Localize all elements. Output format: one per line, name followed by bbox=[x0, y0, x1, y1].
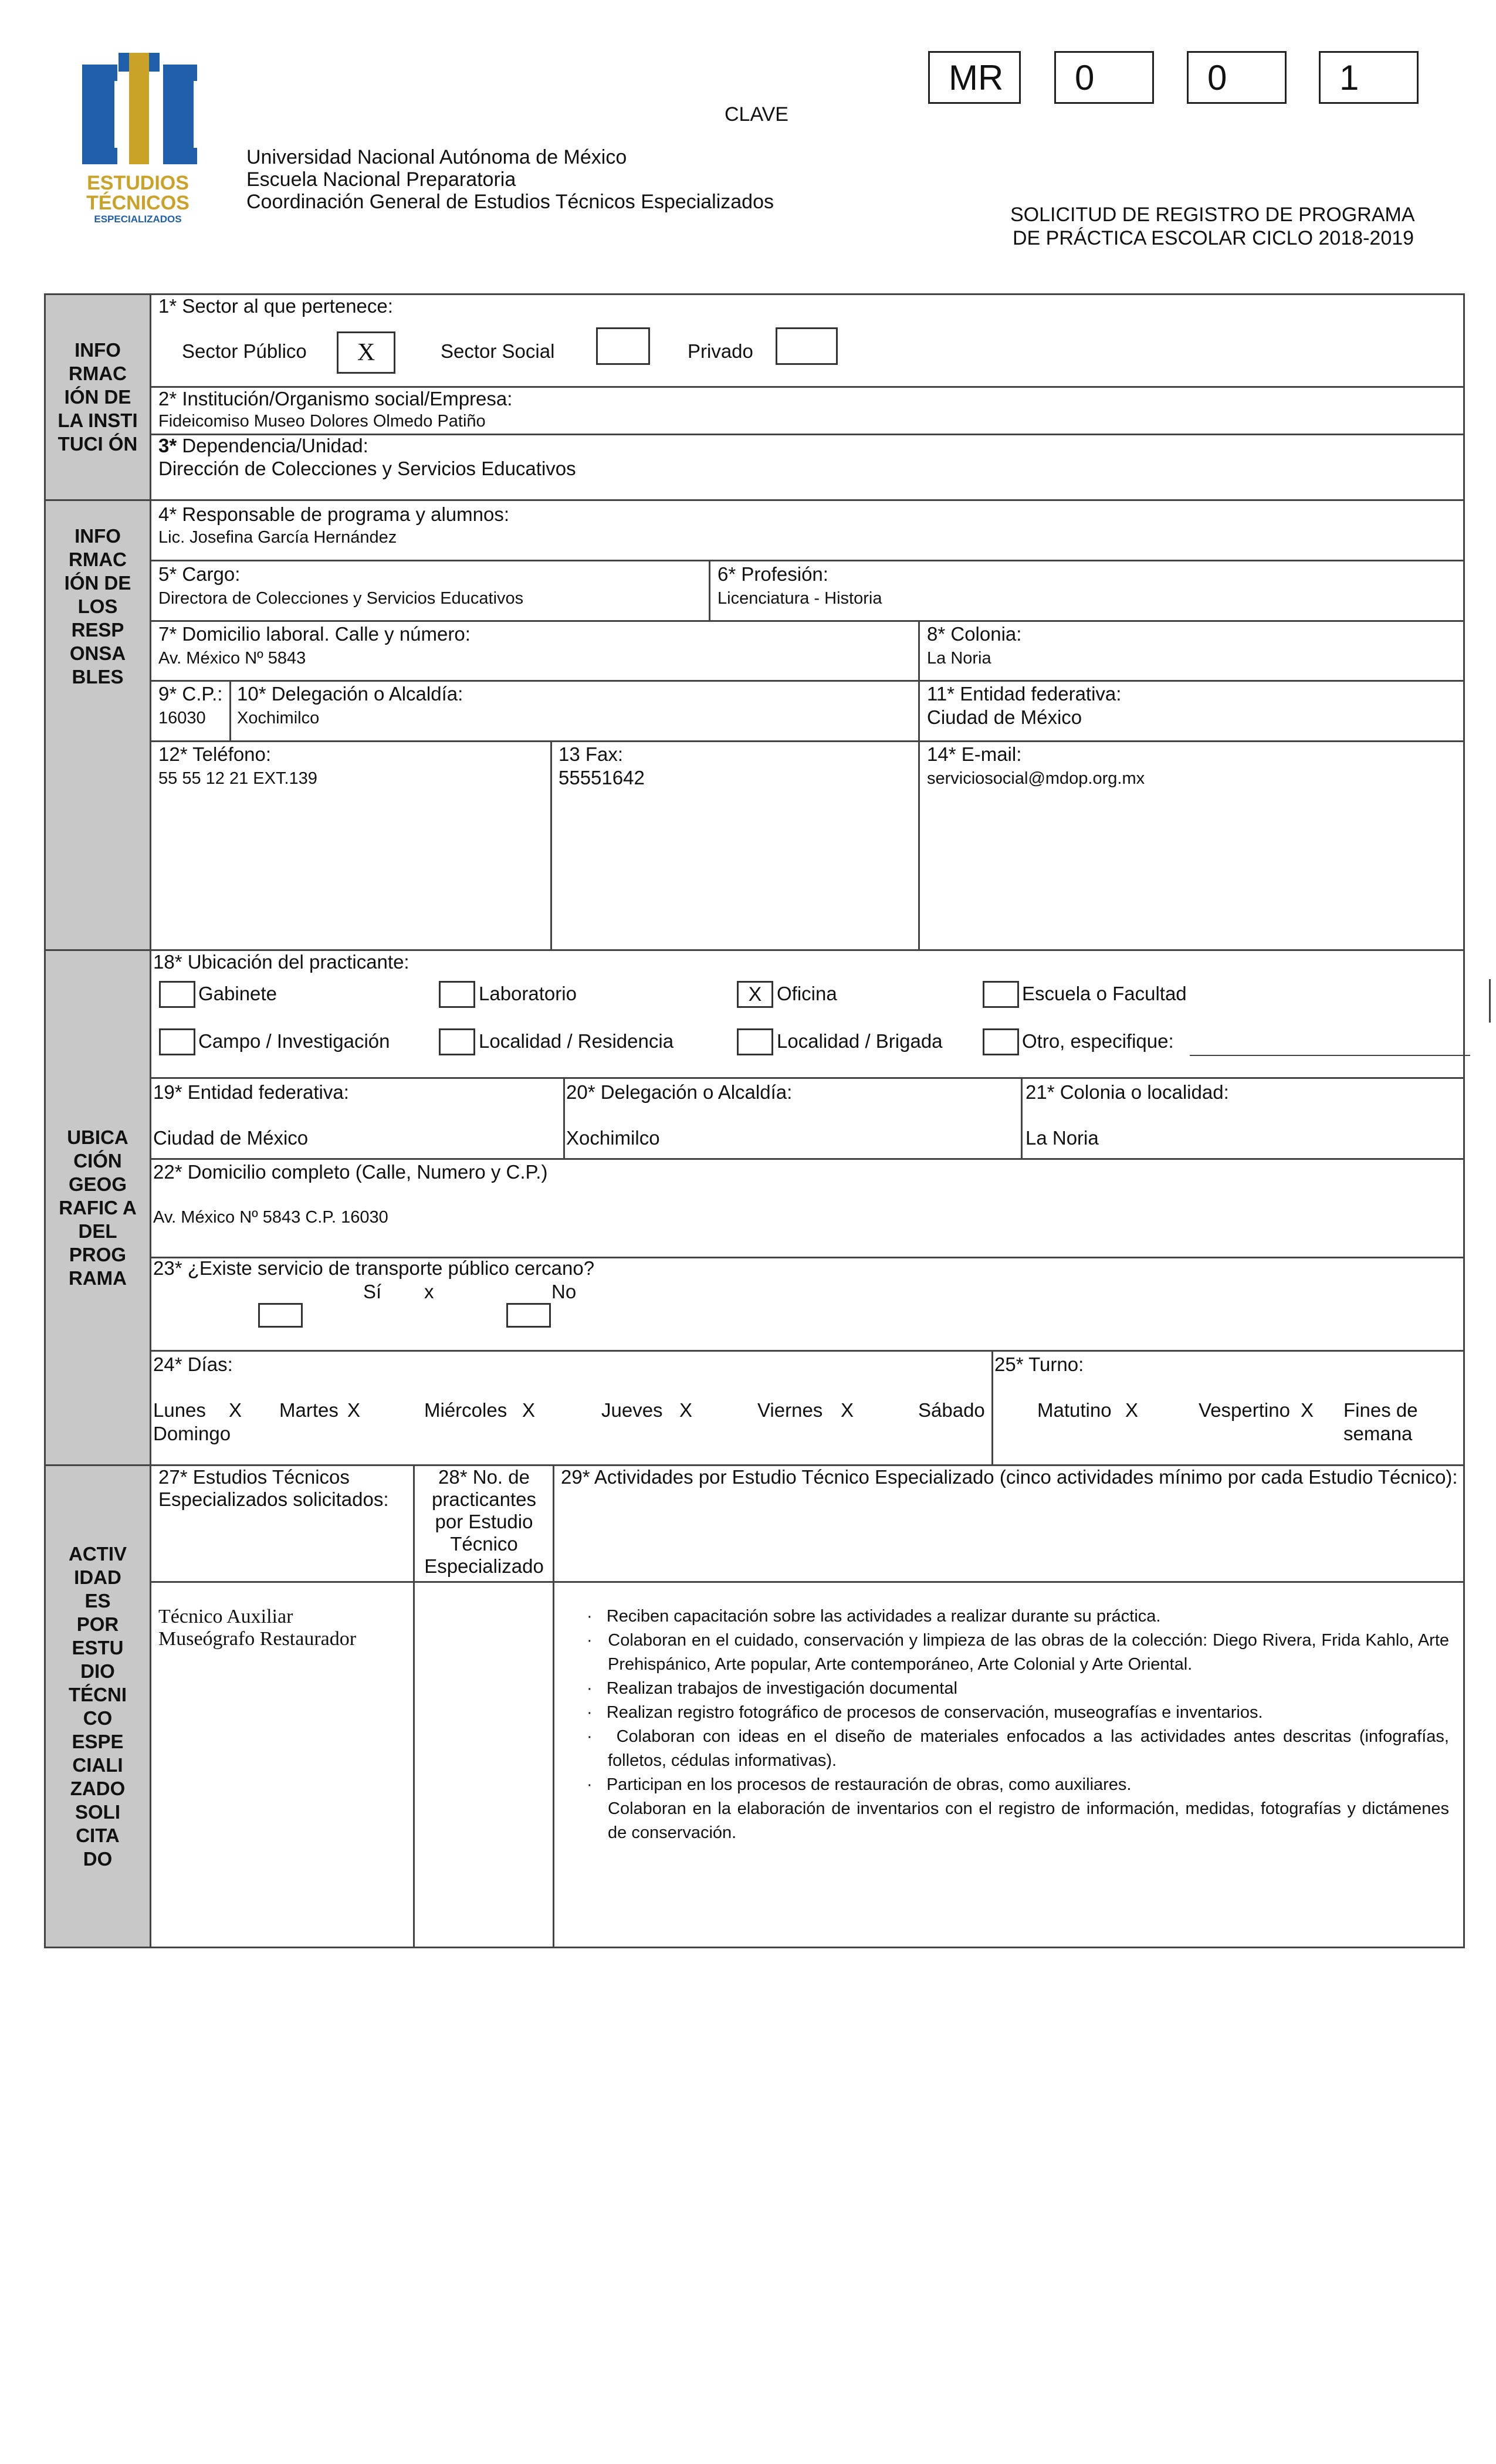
transporte-no-checkbox[interactable] bbox=[506, 1303, 551, 1328]
divider bbox=[151, 1350, 1463, 1352]
divider bbox=[553, 1466, 554, 1947]
privado-checkbox[interactable] bbox=[776, 327, 838, 365]
col28-header: 28* No. de practicantes por Estudio Técnico Especializado bbox=[424, 1466, 544, 1577]
responsable-label: 4* Responsable de programa y alumnos: bbox=[158, 503, 510, 525]
activity-text: Colaboran con ideas en el diseño de materiales enfocados a las actividades antes descritas (infografías, folletos, cédulas informativas). bbox=[608, 1727, 1449, 1770]
otro-label: Otro, especifique: bbox=[1022, 1030, 1174, 1052]
colonia-label: 8* Colonia: bbox=[927, 623, 1022, 645]
residencia-checkbox[interactable] bbox=[439, 1028, 475, 1055]
sector-social-checkbox[interactable] bbox=[596, 327, 650, 365]
ubicacion-label: 18* Ubicación del practicante: bbox=[153, 951, 409, 973]
telefono-label: 12* Teléfono: bbox=[158, 743, 272, 765]
laboratorio-label: Laboratorio bbox=[479, 983, 577, 1004]
dependencia-label-text: Dependencia/Unidad: bbox=[177, 435, 368, 456]
campo-checkbox[interactable] bbox=[159, 1028, 195, 1055]
otro-checkbox[interactable] bbox=[983, 1028, 1019, 1055]
bullet: · bbox=[587, 1607, 593, 1626]
activity-text: Participan en los procesos de restauración de obras, como auxiliares. bbox=[606, 1775, 1132, 1794]
dependencia-label bbox=[158, 435, 368, 457]
org-line-3: Coordinación General de Estudios Técnicos Especializados bbox=[246, 191, 774, 213]
divider bbox=[709, 560, 710, 621]
divider bbox=[563, 1077, 565, 1160]
cargo-value: Directora de Colecciones y Servicios Educativos bbox=[158, 589, 524, 608]
estudio-item-2: Museógrafo Restaurador bbox=[158, 1628, 357, 1650]
divider bbox=[151, 1581, 1463, 1583]
dia-miercoles-mark: X bbox=[522, 1399, 536, 1421]
bullet: · bbox=[587, 1775, 593, 1794]
divider bbox=[151, 620, 1463, 622]
oficina-checkbox[interactable]: X bbox=[737, 981, 773, 1008]
dia-viernes: Viernes bbox=[757, 1399, 823, 1421]
email-label: 14* E-mail: bbox=[927, 743, 1022, 765]
email-value: serviciosocial@mdop.org.mx bbox=[927, 769, 1145, 788]
turno-fines-line-2: semana bbox=[1343, 1423, 1413, 1444]
colonia-label: 21* Colonia o localidad: bbox=[1025, 1081, 1229, 1103]
transporte-no-label: No bbox=[551, 1281, 577, 1302]
laboratorio-checkbox[interactable] bbox=[439, 981, 475, 1008]
org-line-1: Universidad Nacional Autónoma de México bbox=[246, 146, 627, 168]
transporte-si-label: Sí bbox=[363, 1281, 382, 1302]
section-responsables bbox=[44, 499, 1465, 951]
turno-matutino-mark: X bbox=[1125, 1399, 1139, 1421]
col29-header: 29* Actividades por Estudio Técnico Especializado (cinco actividades mínimo por cada Estudio Técnico): bbox=[561, 1466, 1458, 1488]
divider bbox=[151, 1077, 1463, 1079]
divider bbox=[1021, 1077, 1023, 1160]
institucion-value: Fideicomiso Museo Dolores Olmedo Patiño bbox=[158, 412, 486, 431]
dependencia-value: Dirección de Colecciones y Servicios Educativos bbox=[158, 458, 576, 479]
logo-line-3: ESPECIALIZADOS bbox=[94, 214, 182, 225]
delegacion-value: Xochimilco bbox=[237, 709, 320, 727]
activity-item bbox=[587, 1677, 1449, 1701]
activities-list bbox=[587, 1605, 1449, 1845]
dia-jueves-mark: X bbox=[679, 1399, 693, 1421]
residencia-label: Localidad / Residencia bbox=[479, 1030, 674, 1052]
org-line-2: Escuela Nacional Preparatoria bbox=[246, 168, 516, 191]
domicilio-value: Av. México Nº 5843 C.P. 16030 bbox=[153, 1208, 388, 1227]
cp-value: 16030 bbox=[158, 709, 206, 727]
activity-item bbox=[587, 1629, 1449, 1677]
profesion-value: Licenciatura - Historia bbox=[717, 589, 882, 608]
escuela-checkbox[interactable] bbox=[983, 981, 1019, 1008]
divider bbox=[550, 740, 552, 949]
ete-logo bbox=[76, 53, 199, 229]
bullet: · bbox=[587, 1631, 593, 1650]
divider bbox=[151, 740, 1463, 742]
campo-label: Campo / Investigación bbox=[198, 1030, 390, 1052]
col27-header: 27* Estudios Técnicos Especializados solicitados: bbox=[158, 1466, 389, 1510]
divider bbox=[151, 680, 1463, 682]
turno-fines-line-1: Fines de bbox=[1343, 1399, 1418, 1421]
clave-box-3: 0 bbox=[1187, 51, 1287, 104]
otro-specify-field[interactable] bbox=[1190, 1055, 1470, 1056]
cp-label: 9* C.P.: bbox=[158, 683, 223, 705]
divider bbox=[918, 620, 920, 949]
transporte-si-checkbox[interactable] bbox=[258, 1303, 303, 1328]
activity-item bbox=[587, 1725, 1449, 1773]
bullet: · bbox=[587, 1679, 593, 1698]
fax-value: 55551642 bbox=[559, 767, 645, 788]
turno-vespertino-mark: X bbox=[1301, 1399, 1314, 1421]
profesion-label: 6* Profesión: bbox=[717, 563, 828, 585]
dia-jueves: Jueves bbox=[601, 1399, 663, 1421]
side-label-actividades: ACTIV IDAD ES POR ESTU DIO TÉCNI CO ESPE CIALI ZADO SOLI CITA DO bbox=[46, 1466, 151, 1947]
sector-label: 1* Sector al que pertenece: bbox=[158, 295, 393, 317]
cargo-label: 5* Cargo: bbox=[158, 563, 241, 585]
activity-text: Realizan trabajos de investigación documental bbox=[606, 1679, 957, 1698]
activity-text: Realizan registro fotográfico de procesos de conservación, museografías e inventarios. bbox=[606, 1703, 1263, 1722]
activity-text: Colaboran en la elaboración de inventarios con el registro de información, medidas, fotografías y dictámenes de conservación. bbox=[608, 1799, 1449, 1842]
clave-box-1: MR bbox=[928, 51, 1021, 104]
divider bbox=[151, 1158, 1463, 1160]
clave-label: CLAVE bbox=[725, 103, 788, 126]
dia-miercoles: Miércoles bbox=[424, 1399, 507, 1421]
dia-domingo: Domingo bbox=[153, 1423, 231, 1444]
logo-line-1: ESTUDIOS bbox=[87, 172, 189, 194]
domicilio-label: 7* Domicilio laboral. Calle y número: bbox=[158, 623, 471, 645]
domicilio-value: Av. México Nº 5843 bbox=[158, 649, 306, 668]
activity-item bbox=[587, 1773, 1449, 1797]
ete-logo-mark bbox=[76, 53, 199, 170]
activity-item-extra bbox=[587, 1797, 1449, 1845]
delegacion-label: 10* Delegación o Alcaldía: bbox=[237, 683, 463, 705]
doc-title-line-2: DE PRÁCTICA ESCOLAR CICLO 2018-2019 bbox=[1013, 227, 1414, 249]
dia-martes: Martes bbox=[279, 1399, 339, 1421]
telefono-value: 55 55 12 21 EXT.139 bbox=[158, 769, 317, 788]
divider bbox=[151, 560, 1463, 561]
activity-text: Colaboran en el cuidado, conservación y limpieza de las obras de la colección: Diego Rivera, Frida Kahlo, Arte Prehispánico, Arte popular, Arte contemporáneo, Arte Colonial y Arte Oriental. bbox=[608, 1631, 1450, 1674]
entidad-value: Ciudad de México bbox=[153, 1127, 309, 1149]
sector-publico-label: Sector Público bbox=[182, 340, 307, 362]
side-label-responsables: INFO RMAC IÓN DE LOS RESP ONSA BLES bbox=[46, 501, 151, 949]
entidad-value: Ciudad de México bbox=[927, 706, 1082, 728]
section-institucion bbox=[44, 293, 1465, 501]
divider bbox=[229, 680, 231, 742]
activity-item bbox=[587, 1605, 1449, 1629]
divider bbox=[413, 1466, 415, 1947]
turno-matutino: Matutino bbox=[1037, 1399, 1112, 1421]
dia-viernes-mark: X bbox=[841, 1399, 854, 1421]
logo-line-2: TÉCNICOS bbox=[86, 192, 189, 214]
sector-publico-checkbox[interactable]: X bbox=[337, 331, 395, 374]
colonia-value: La Noria bbox=[1025, 1127, 1099, 1149]
side-label-ubicacion: UBICA CIÓN GEOG RAFIC A DEL PROG RAMA bbox=[46, 951, 151, 1464]
privado-label: Privado bbox=[688, 340, 753, 362]
estudio-item-1: Técnico Auxiliar bbox=[158, 1606, 293, 1627]
brigada-label: Localidad / Brigada bbox=[777, 1030, 943, 1052]
dia-sabado: Sábado bbox=[918, 1399, 985, 1421]
delegacion-value: Xochimilco bbox=[566, 1127, 660, 1149]
clave-box-2: 0 bbox=[1054, 51, 1154, 104]
dias-label: 24* Días: bbox=[153, 1353, 233, 1375]
divider bbox=[991, 1350, 993, 1464]
bullet: · bbox=[587, 1703, 593, 1722]
turno-label: 25* Turno: bbox=[994, 1353, 1084, 1375]
gabinete-checkbox[interactable] bbox=[159, 981, 195, 1008]
domicilio-label: 22* Domicilio completo (Calle, Numero y C.P.) bbox=[153, 1161, 548, 1183]
entidad-label: 11* Entidad federativa: bbox=[927, 683, 1122, 705]
bullet: · bbox=[587, 1727, 593, 1746]
oficina-label: Oficina bbox=[777, 983, 837, 1004]
entidad-label: 19* Entidad federativa: bbox=[153, 1081, 349, 1103]
fax-label: 13 Fax: bbox=[559, 743, 624, 765]
transporte-si-mark: x bbox=[424, 1281, 434, 1302]
dia-martes-mark: X bbox=[347, 1399, 361, 1421]
dia-lunes: Lunes bbox=[153, 1399, 206, 1421]
transporte-label: 23* ¿Existe servicio de transporte público cercano? bbox=[153, 1257, 595, 1279]
activity-item bbox=[587, 1701, 1449, 1725]
turno-vespertino: Vespertino bbox=[1199, 1399, 1290, 1421]
section-ubicacion bbox=[44, 949, 1465, 1466]
brigada-checkbox[interactable] bbox=[737, 1028, 773, 1055]
side-label-institucion: INFO RMAC IÓN DE LA INSTI TUCI ÓN bbox=[46, 295, 151, 499]
doc-title-line-1: SOLICITUD DE REGISTRO DE PROGRAMA bbox=[1010, 204, 1415, 226]
gabinete-label: Gabinete bbox=[198, 983, 277, 1004]
dependencia-label-number: 3* bbox=[158, 435, 177, 456]
colonia-value: La Noria bbox=[927, 649, 991, 668]
row-end-mark bbox=[1489, 979, 1491, 1023]
delegacion-label: 20* Delegación o Alcaldía: bbox=[566, 1081, 793, 1103]
responsable-value: Lic. Josefina García Hernández bbox=[158, 528, 397, 547]
sector-social-label: Sector Social bbox=[441, 340, 555, 362]
escuela-label: Escuela o Facultad bbox=[1022, 983, 1187, 1004]
clave-box-4: 1 bbox=[1319, 51, 1419, 104]
institucion-label: 2* Institución/Organismo social/Empresa: bbox=[158, 388, 513, 409]
activity-text: Reciben capacitación sobre las actividades a realizar durante su práctica. bbox=[606, 1607, 1161, 1626]
dia-lunes-mark: X bbox=[229, 1399, 242, 1421]
